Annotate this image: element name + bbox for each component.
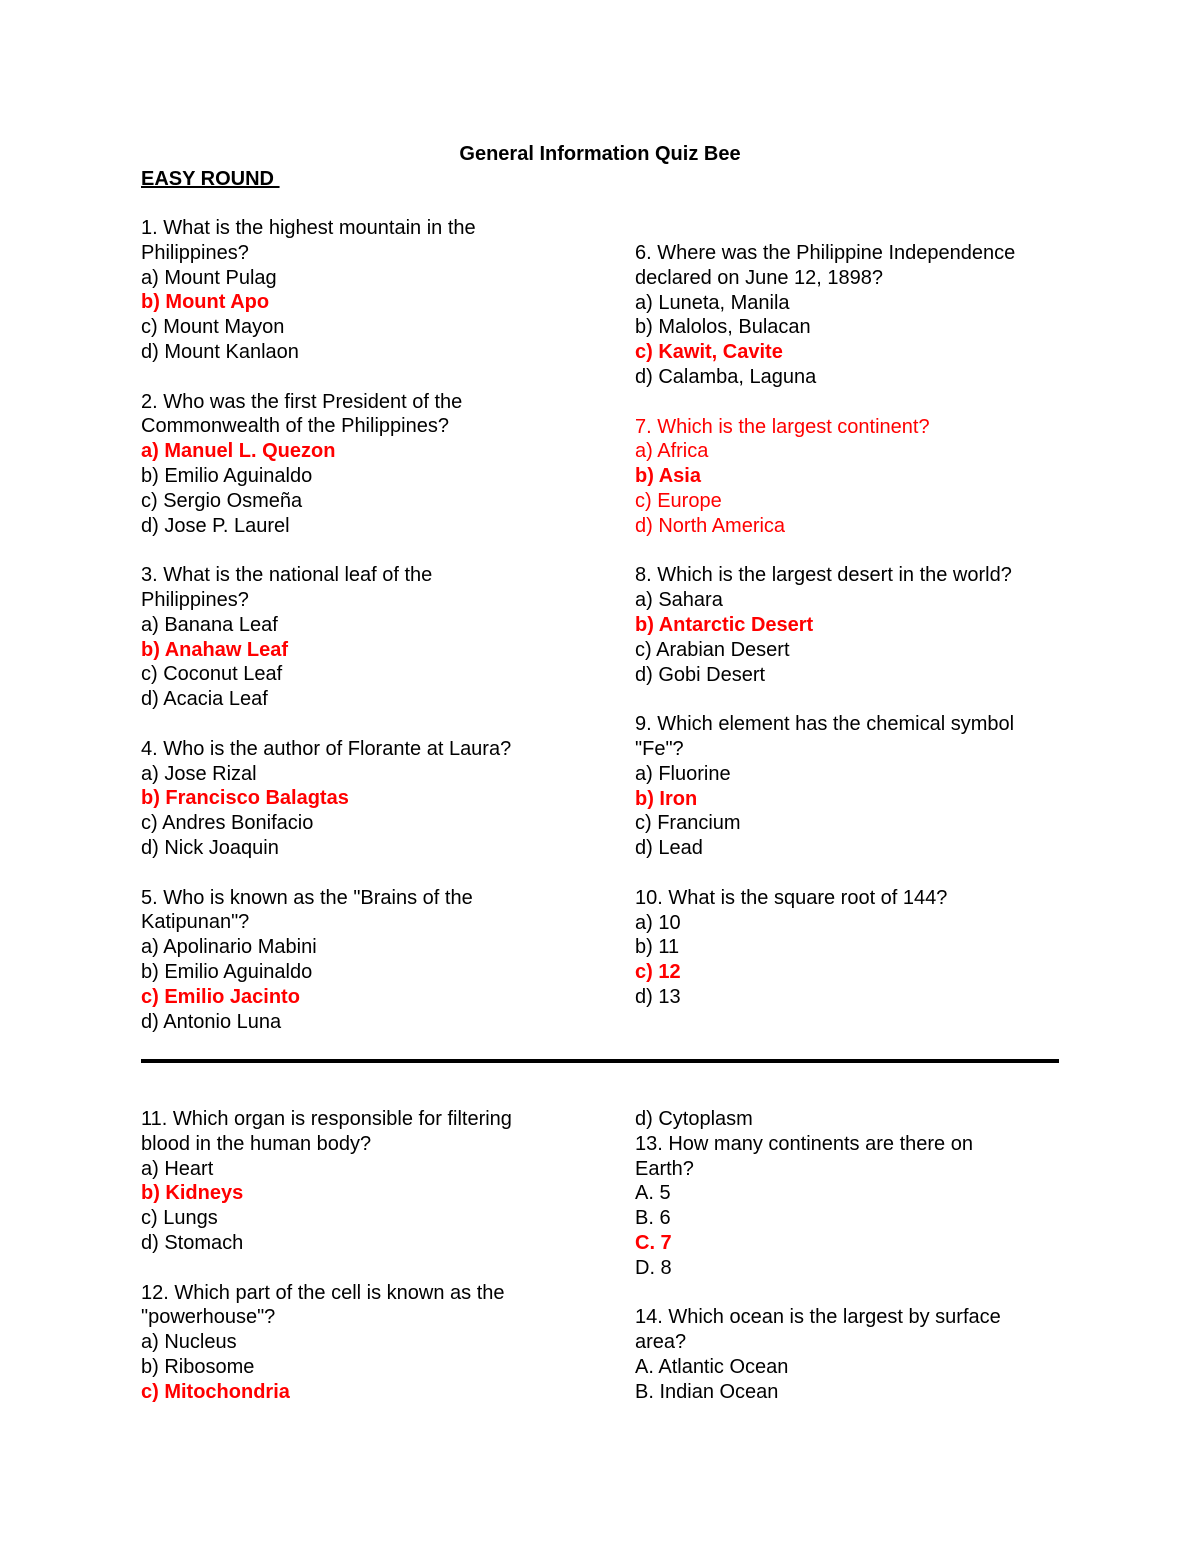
quiz-line: B. Indian Ocean [635,1380,779,1403]
quiz-line: c) Sergio Osmeña [141,489,303,512]
blank-line [141,538,511,563]
quiz-line: 5. Who is known as the "Brains of the [141,886,473,909]
quiz-line: d) Acacia Leaf [141,688,268,711]
quiz-line: Katipunan"? [141,911,250,934]
blank-line [141,712,511,737]
quiz-line: d) 13 [635,985,681,1008]
quiz-line: Commonwealth of the Philippines? [141,415,449,438]
quiz-line: d) Cytoplasm [635,1108,753,1130]
correct-answer-line: b) Mount Apo [141,291,270,314]
quiz-line: 11. Which organ is responsible for filtering [141,1108,512,1130]
quiz-line: a) 10 [635,911,681,934]
quiz-line: a) Heart [141,1157,214,1180]
quiz-line: c) Mount Mayon [141,316,285,339]
quiz-line: a) Jose Rizal [141,762,257,785]
quiz-line: Philippines? [141,588,249,611]
highlighted-quiz-line: c) Europe [635,489,722,512]
highlighted-quiz-line: a) Africa [635,440,709,463]
quiz-line: 3. What is the national leaf of the [141,564,433,587]
quiz-line: 12. Which part of the cell is known as the [141,1281,505,1304]
quiz-line: a) Banana Leaf [141,613,278,636]
quiz-line: "powerhouse"? [141,1306,276,1329]
quiz-line: A. 5 [635,1182,671,1205]
highlighted-quiz-line: 7. Which is the largest continent? [635,415,930,438]
quiz-line: 4. Who is the author of Florante at Laura? [141,737,512,760]
quiz-line: a) Sahara [635,589,723,612]
correct-answer-line: b) Kidneys [141,1182,244,1205]
quiz-line: d) Gobi Desert [635,663,766,686]
quiz-line: area? [635,1331,687,1354]
quiz-line: a) Fluorine [635,762,731,785]
quiz-line: 9. Which element has the chemical symbol [635,713,1015,736]
correct-answer-line: c) Kawit, Cavite [635,341,783,364]
quiz-line: b) Malolos, Bulacan [635,316,811,339]
quiz-line: declared on June 12, 1898? [635,266,883,289]
quiz-line: a) Nucleus [141,1331,237,1354]
blank-line [141,365,511,390]
quiz-line: d) Nick Joaquin [141,836,279,859]
quiz-line: Philippines? [141,241,249,264]
blank-line [635,687,1015,712]
quiz-line: d) Lead [635,837,703,860]
quiz-line: b) Ribosome [141,1355,255,1378]
right-top-question-column [635,241,1015,1010]
quiz-line: 13. How many continents are there on [635,1132,973,1155]
left-bottom-question-column [141,1107,512,1405]
quiz-line: 10. What is the square root of 144? [635,886,948,909]
left-top-question-column [141,216,511,1034]
quiz-line: 14. Which ocean is the largest by surface [635,1306,1001,1329]
correct-answer-line: C. 7 [635,1231,672,1254]
correct-answer-line: c) Emilio Jacinto [141,985,300,1008]
highlighted-quiz-line: d) North America [635,514,786,537]
right-bottom-question-column [635,1107,1001,1405]
quiz-line: 2. Who was the first President of the [141,390,463,413]
correct-answer-line: b) Anahaw Leaf [141,638,289,661]
blank-line [635,1281,1001,1306]
quiz-line: c) Francium [635,812,741,835]
correct-answer-line: c) Mitochondria [141,1380,290,1403]
round-heading: EASY ROUND [141,168,280,190]
quiz-line: d) Jose P. Laurel [141,514,290,537]
quiz-line: A. Atlantic Ocean [635,1355,789,1378]
quiz-line: 8. Which is the largest desert in the world? [635,564,1012,587]
quiz-line: Earth? [635,1157,694,1180]
quiz-line: 6. Where was the Philippine Independence [635,242,1016,264]
blank-line [141,861,511,886]
quiz-line: B. 6 [635,1207,671,1230]
quiz-line: b) Emilio Aguinaldo [141,464,313,487]
quiz-line: c) Arabian Desert [635,638,790,661]
quiz-line: D. 8 [635,1256,672,1279]
quiz-line: 1. What is the highest mountain in the [141,217,476,239]
correct-answer-line: c) 12 [635,961,681,984]
blank-line [635,861,1015,886]
quiz-line: blood in the human body? [141,1132,372,1155]
correct-answer-line: b) Antarctic Desert [635,613,814,636]
quiz-line: d) Mount Kanlaon [141,340,299,363]
page-title: General Information Quiz Bee [459,143,741,165]
section-divider [141,1059,1059,1063]
quiz-line: a) Luneta, Manila [635,291,790,314]
blank-line [635,390,1015,415]
correct-answer-line: b) Iron [635,787,698,810]
quiz-line: d) Antonio Luna [141,1010,282,1033]
quiz-line: "Fe"? [635,737,684,760]
correct-answer-line: b) Francisco Balagtas [141,787,349,810]
quiz-line: d) Stomach [141,1231,244,1254]
correct-answer-line: b) Asia [635,465,701,488]
quiz-line: b) 11 [635,936,680,959]
quiz-line: b) Emilio Aguinaldo [141,960,313,983]
correct-answer-line: a) Manuel L. Quezon [141,440,336,463]
quiz-line: a) Apolinario Mabini [141,936,317,959]
blank-line [141,1256,512,1281]
quiz-line: c) Lungs [141,1207,218,1230]
quiz-line: c) Andres Bonifacio [141,812,314,835]
quiz-line: a) Mount Pulag [141,266,277,289]
quiz-line: c) Coconut Leaf [141,663,283,686]
quiz-line: d) Calamba, Laguna [635,365,817,388]
blank-line [635,539,1015,564]
